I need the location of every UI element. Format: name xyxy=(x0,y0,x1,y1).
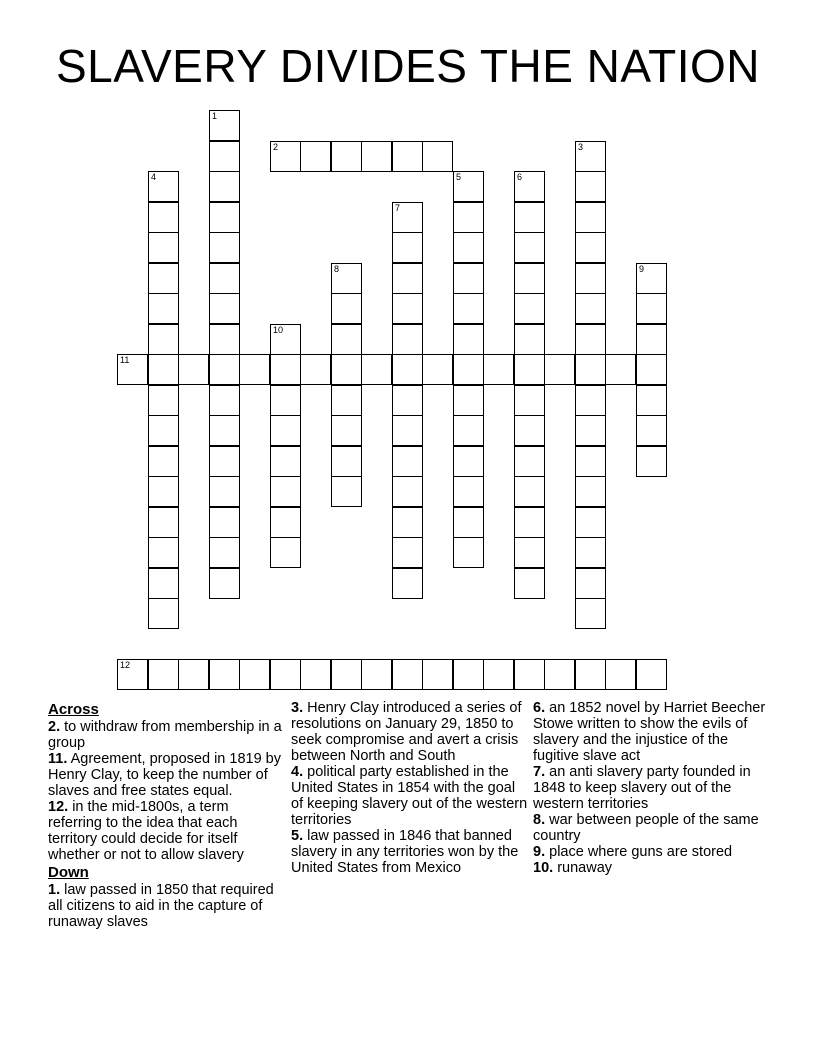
grid-cell[interactable] xyxy=(148,354,179,385)
grid-cell[interactable] xyxy=(270,324,301,355)
grid-cell[interactable] xyxy=(148,324,179,355)
grid-cell[interactable] xyxy=(575,385,606,416)
grid-cell[interactable] xyxy=(117,659,148,690)
grid-cell[interactable] xyxy=(209,110,240,141)
grid-cell[interactable] xyxy=(544,659,575,690)
grid-cell[interactable] xyxy=(148,415,179,446)
grid-cell[interactable] xyxy=(453,537,484,568)
grid-cell[interactable] xyxy=(636,354,667,385)
grid-cell[interactable] xyxy=(361,141,392,172)
grid-cell[interactable] xyxy=(270,446,301,477)
grid-cell[interactable] xyxy=(392,476,423,507)
cell-number: 3 xyxy=(578,142,584,152)
grid-cell[interactable] xyxy=(209,659,240,690)
grid-cell[interactable] xyxy=(422,354,453,385)
clue-across-2: 2. to withdraw from membership in a group xyxy=(48,719,282,751)
grid-cell[interactable] xyxy=(148,537,179,568)
cell-number: 4 xyxy=(151,172,157,182)
grid-cell[interactable] xyxy=(148,507,179,538)
clue-across-12: 12. in the mid-1800s, a term referring to the idea that each territory could decide for itself whether or not to allow slavery xyxy=(48,799,244,863)
grid-cell[interactable] xyxy=(300,659,331,690)
cell-number: 7 xyxy=(395,203,401,213)
cell-number: 5 xyxy=(456,172,462,182)
clue-column-2 xyxy=(291,700,529,876)
grid-cell[interactable] xyxy=(453,659,484,690)
clue-down-5: 5. law passed in 1846 that banned slavery in any territories won by the United States from Mexico xyxy=(291,828,519,876)
grid-cell[interactable] xyxy=(392,293,423,324)
grid-cell[interactable] xyxy=(422,141,453,172)
grid-cell[interactable] xyxy=(636,293,667,324)
grid-cell[interactable] xyxy=(331,354,362,385)
clue-column-1 xyxy=(48,700,286,930)
grid-cell[interactable] xyxy=(239,659,270,690)
grid-cell[interactable] xyxy=(453,171,484,202)
grid-cell[interactable] xyxy=(331,446,362,477)
grid-cell[interactable] xyxy=(453,446,484,477)
grid-cell[interactable] xyxy=(148,385,179,416)
cell-number: 2 xyxy=(273,142,279,152)
grid-cell[interactable] xyxy=(209,415,240,446)
clue-down-1: 1. law passed in 1850 that required all citizens to aid in the capture of runaway slaves xyxy=(48,882,274,930)
grid-cell[interactable] xyxy=(392,446,423,477)
down-heading: Down xyxy=(48,864,89,881)
grid-cell[interactable] xyxy=(209,202,240,233)
grid-cell[interactable] xyxy=(392,568,423,599)
grid-cell[interactable] xyxy=(514,324,545,355)
grid-cell[interactable] xyxy=(300,141,331,172)
grid-cell[interactable] xyxy=(575,171,606,202)
clue-column-3 xyxy=(533,700,771,876)
grid-cell[interactable] xyxy=(209,446,240,477)
grid-cell[interactable] xyxy=(209,385,240,416)
grid-cell[interactable] xyxy=(209,293,240,324)
grid-cell[interactable] xyxy=(270,659,301,690)
grid-cell[interactable] xyxy=(514,202,545,233)
grid-cell[interactable] xyxy=(209,507,240,538)
grid-cell[interactable] xyxy=(209,141,240,172)
grid-cell[interactable] xyxy=(392,263,423,294)
grid-cell[interactable] xyxy=(270,507,301,538)
grid-cell[interactable] xyxy=(392,202,423,233)
cell-number: 6 xyxy=(517,172,523,182)
grid-cell[interactable] xyxy=(209,476,240,507)
grid-cell[interactable] xyxy=(178,354,209,385)
grid-cell[interactable] xyxy=(331,141,362,172)
grid-cell[interactable] xyxy=(575,568,606,599)
grid-cell[interactable] xyxy=(514,415,545,446)
grid-cell[interactable] xyxy=(514,507,545,538)
clue-down-7: 7. an anti slavery party founded in 1848 to keep slavery out of the western territories xyxy=(533,764,751,812)
grid-cell[interactable] xyxy=(483,659,514,690)
cell-number: 11 xyxy=(120,355,130,365)
clue-down-9: 9. place where guns are stored xyxy=(533,844,733,860)
grid-cell[interactable] xyxy=(148,293,179,324)
across-heading: Across xyxy=(48,701,99,718)
grid-cell[interactable] xyxy=(148,598,179,629)
grid-cell[interactable] xyxy=(453,385,484,416)
grid-cell[interactable] xyxy=(300,354,331,385)
puzzle-title: SLAVERY DIVIDES THE NATION xyxy=(55,40,761,92)
grid-cell[interactable] xyxy=(575,598,606,629)
cell-number: 10 xyxy=(273,325,284,335)
grid-cell[interactable] xyxy=(575,263,606,294)
grid-cell[interactable] xyxy=(575,324,606,355)
grid-cell[interactable] xyxy=(422,659,453,690)
clue-across-11: 11. Agreement, proposed in 1819 by Henry Clay, to keep the number of slaves and free states equal. xyxy=(48,751,281,799)
grid-cell[interactable] xyxy=(178,659,209,690)
grid-cell[interactable] xyxy=(605,354,636,385)
grid-cell[interactable] xyxy=(209,537,240,568)
grid-cell[interactable] xyxy=(209,263,240,294)
grid-cell[interactable] xyxy=(392,324,423,355)
grid-cell[interactable] xyxy=(575,415,606,446)
grid-cell[interactable] xyxy=(209,324,240,355)
grid-cell[interactable] xyxy=(514,354,545,385)
grid-cell[interactable] xyxy=(392,354,423,385)
grid-cell[interactable] xyxy=(331,263,362,294)
grid-cell[interactable] xyxy=(483,354,514,385)
grid-cell[interactable] xyxy=(544,354,575,385)
clue-down-8: 8. war between people of the same country xyxy=(533,812,759,844)
cell-number: 1 xyxy=(212,111,218,121)
grid-cell[interactable] xyxy=(148,171,179,202)
grid-cell[interactable] xyxy=(148,263,179,294)
grid-cell[interactable] xyxy=(453,324,484,355)
grid-cell[interactable] xyxy=(575,141,606,172)
grid-cell[interactable] xyxy=(361,659,392,690)
grid-cell[interactable] xyxy=(209,232,240,263)
grid-cell[interactable] xyxy=(331,324,362,355)
grid-cell[interactable] xyxy=(575,537,606,568)
grid-cell[interactable] xyxy=(636,659,667,690)
grid-cell[interactable] xyxy=(148,568,179,599)
grid-cell[interactable] xyxy=(117,354,148,385)
grid-cell[interactable] xyxy=(514,263,545,294)
grid-cell[interactable] xyxy=(514,232,545,263)
clue-down-10: 10. runaway xyxy=(533,860,613,876)
grid-cell[interactable] xyxy=(239,354,270,385)
grid-cell[interactable] xyxy=(148,202,179,233)
grid-cell[interactable] xyxy=(270,141,301,172)
grid-cell[interactable] xyxy=(514,659,545,690)
cell-number: 8 xyxy=(334,264,340,274)
grid-cell[interactable] xyxy=(636,263,667,294)
grid-cell[interactable] xyxy=(392,537,423,568)
grid-cell[interactable] xyxy=(148,659,179,690)
grid-cell[interactable] xyxy=(514,446,545,477)
grid-cell[interactable] xyxy=(575,293,606,324)
grid-cell[interactable] xyxy=(636,415,667,446)
clue-down-3: 3. Henry Clay introduced a series of resolutions on January 29, 1850 to seek compromise and avert a crisis between North and South xyxy=(291,700,522,764)
grid-cell[interactable] xyxy=(392,415,423,446)
grid-cell[interactable] xyxy=(331,415,362,446)
clue-down-4: 4. political party established in the United States in 1854 with the goal of keeping slavery out of the western territories xyxy=(291,764,528,828)
grid-cell[interactable] xyxy=(575,232,606,263)
grid-cell[interactable] xyxy=(392,659,423,690)
grid-cell[interactable] xyxy=(148,232,179,263)
grid-cell[interactable] xyxy=(575,659,606,690)
grid-cell[interactable] xyxy=(453,476,484,507)
grid-cell[interactable] xyxy=(575,446,606,477)
grid-cell[interactable] xyxy=(392,385,423,416)
grid-cell[interactable] xyxy=(453,202,484,233)
grid-cell[interactable] xyxy=(575,202,606,233)
grid-cell[interactable] xyxy=(270,354,301,385)
grid-cell[interactable] xyxy=(575,476,606,507)
grid-cell[interactable] xyxy=(209,568,240,599)
grid-cell[interactable] xyxy=(514,171,545,202)
grid-cell[interactable] xyxy=(514,537,545,568)
grid-cell[interactable] xyxy=(575,507,606,538)
grid-cell[interactable] xyxy=(392,232,423,263)
grid-cell[interactable] xyxy=(392,141,423,172)
grid-cell[interactable] xyxy=(605,659,636,690)
grid-cell[interactable] xyxy=(331,659,362,690)
grid-cell[interactable] xyxy=(270,476,301,507)
cell-number: 9 xyxy=(639,264,645,274)
grid-cell[interactable] xyxy=(453,293,484,324)
grid-cell[interactable] xyxy=(514,476,545,507)
grid-cell[interactable] xyxy=(331,293,362,324)
grid-cell[interactable] xyxy=(361,354,392,385)
clue-down-6: 6. an 1852 novel by Harriet Beecher Stowe written to show the evils of slavery and the injustice of the fugitive slave act xyxy=(533,700,766,764)
grid-cell[interactable] xyxy=(514,293,545,324)
grid-cell[interactable] xyxy=(453,507,484,538)
grid-cell[interactable] xyxy=(453,415,484,446)
grid-cell[interactable] xyxy=(575,354,606,385)
grid-cell[interactable] xyxy=(331,476,362,507)
grid-cell[interactable] xyxy=(453,263,484,294)
grid-cell[interactable] xyxy=(636,324,667,355)
grid-cell[interactable] xyxy=(148,446,179,477)
grid-cell[interactable] xyxy=(209,354,240,385)
grid-cell[interactable] xyxy=(453,354,484,385)
grid-cell[interactable] xyxy=(148,476,179,507)
grid-cell[interactable] xyxy=(392,507,423,538)
cell-number: 12 xyxy=(120,660,131,670)
grid-cell[interactable] xyxy=(270,537,301,568)
grid-cell[interactable] xyxy=(453,232,484,263)
grid-cell[interactable] xyxy=(514,568,545,599)
grid-cell[interactable] xyxy=(331,385,362,416)
grid-cell[interactable] xyxy=(636,385,667,416)
grid-cell[interactable] xyxy=(270,385,301,416)
grid-cell[interactable] xyxy=(209,171,240,202)
grid-cell[interactable] xyxy=(270,415,301,446)
grid-cell[interactable] xyxy=(514,385,545,416)
grid-cell[interactable] xyxy=(636,446,667,477)
